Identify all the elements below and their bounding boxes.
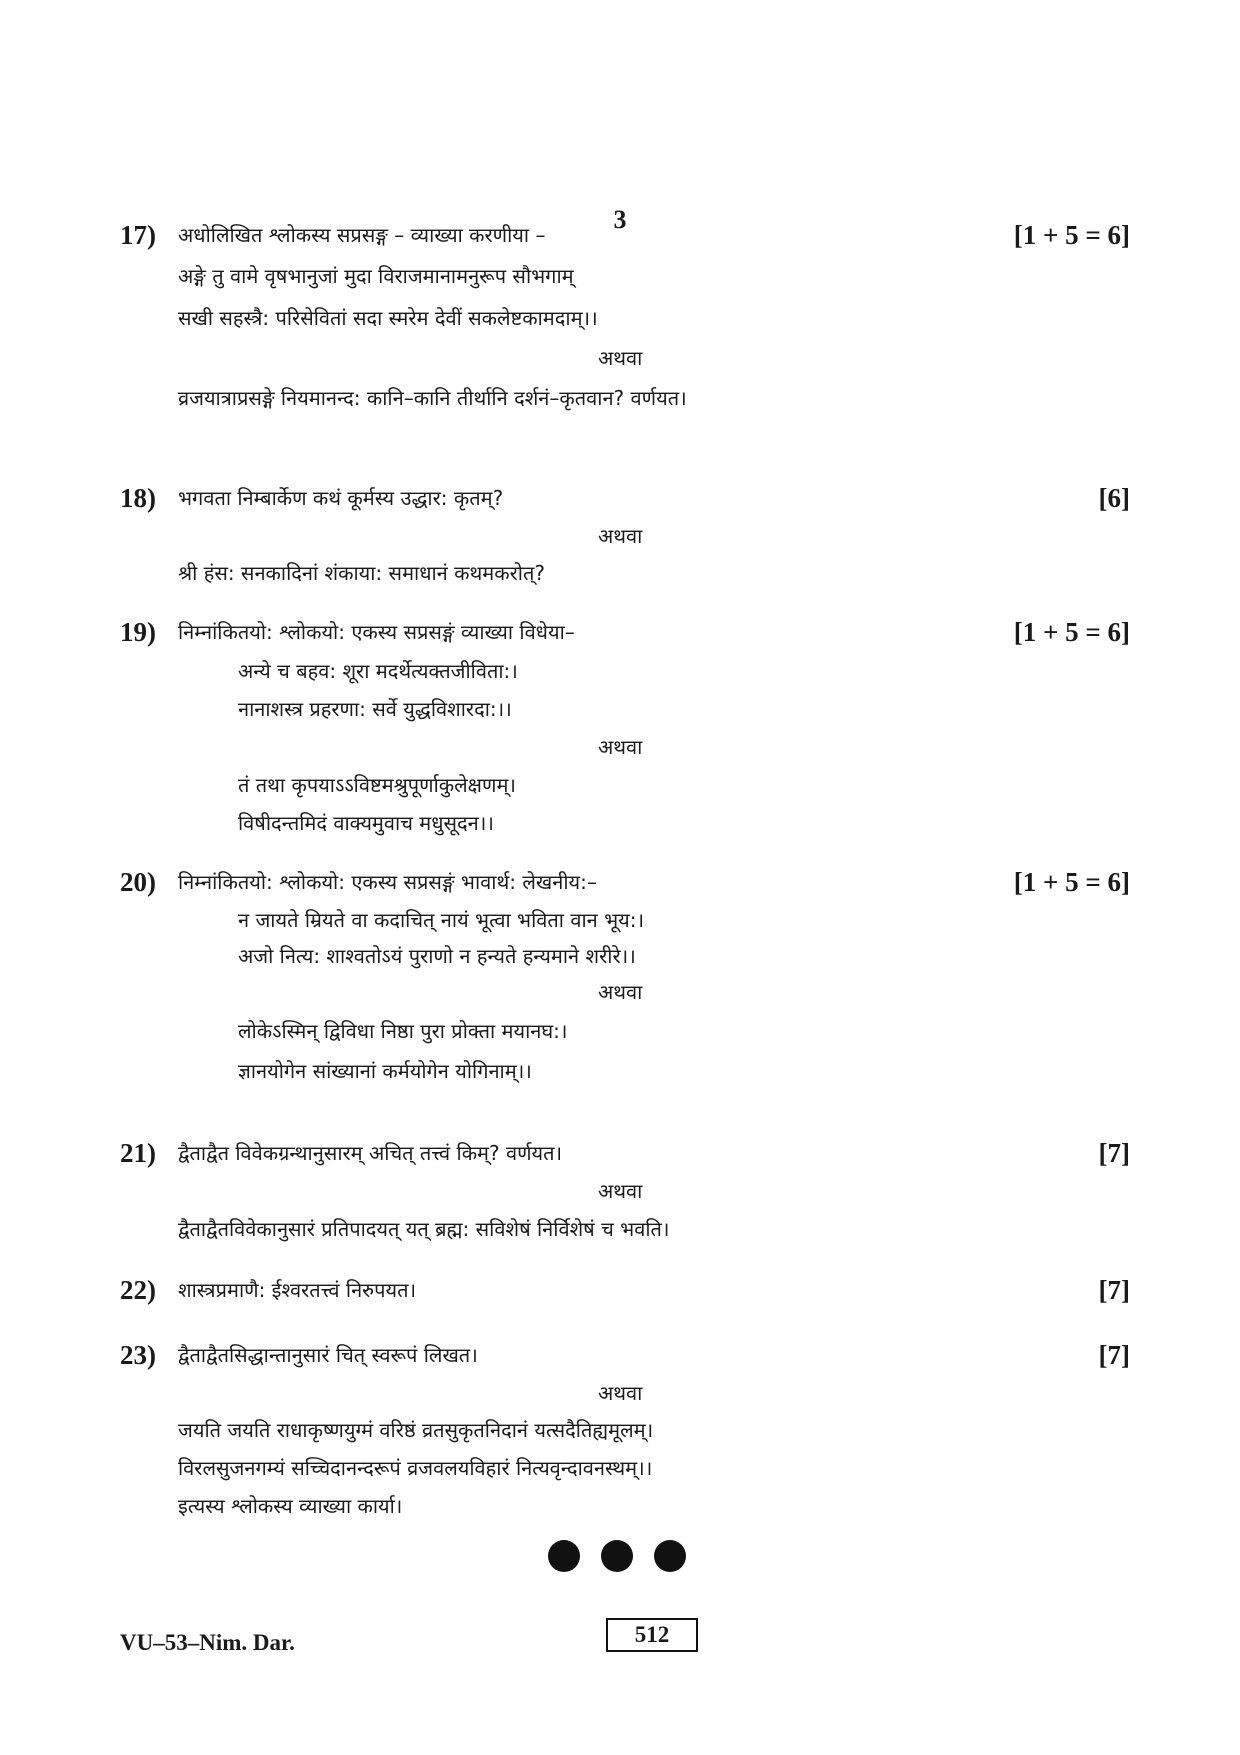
alternative-line: श्री हंस: सनकादिनां शंकाया: समाधानं कथमकरोत्?: [178, 561, 545, 585]
question-text: शास्त्रप्रमाणै: ईश्वरतत्त्वं निरुपयत।: [178, 1278, 417, 1302]
dot-icon: [601, 1540, 633, 1572]
verse-line: सखी सहस्त्रै: परिसेवितां सदा स्मरेम देवीं सकलेष्टकामदाम्।।: [178, 306, 598, 330]
question-number: 17): [120, 220, 156, 250]
dot-icon: [654, 1540, 686, 1572]
verse-line: नानाशस्त्र प्रहरणा: सर्वे युद्धविशारदा:।।: [238, 697, 512, 721]
alternative-line: लोकेऽस्मिन् द्विविधा निष्ठा पुरा प्रोक्ता मयानघ:।: [238, 1019, 568, 1043]
alternative-line: ज्ञानयोगेन सांख्यानां कर्मयोगेन योगिनाम्।।: [238, 1059, 532, 1083]
verse-line: अङ्गे तु वामे वृषभानुजां मुदा विराजमानामनुरूप सौभगाम्: [178, 264, 574, 288]
or-separator: अथवा: [598, 524, 643, 548]
question-marks: [7]: [1098, 1138, 1130, 1168]
alternative-line: इत्यस्य श्लोकस्य व्याख्या कार्या।: [178, 1494, 403, 1518]
question-text: अधोलिखित श्लोकस्य सप्रसङ्ग – व्याख्या करणीया –: [178, 223, 546, 247]
alternative-line: विषीदन्तमिदं वाक्यमुवाच मधुसूदन।।: [238, 811, 494, 835]
or-separator: अथवा: [598, 1381, 643, 1405]
alternative-line: जयति जयति राधाकृष्णयुग्मं वरिष्ठं व्रतसुकृतनिदानं यत्सदैतिह्यमूलम्।: [178, 1418, 654, 1442]
or-separator: अथवा: [598, 980, 643, 1004]
question-marks: [6]: [1098, 483, 1130, 513]
question-number: 21): [120, 1138, 156, 1168]
page-box-number: 512: [606, 1618, 698, 1652]
question-marks: [1 + 5 = 6]: [1013, 220, 1130, 250]
alternative-line: द्वैताद्वैतविवेकानुसारं प्रतिपादयत् यत् ब्रह्म: सविशेषं निर्विशेषं च भवति।: [178, 1217, 670, 1241]
verse-line: अन्ये च बहव: शूरा मदर्थेत्यक्तजीविता:।: [238, 659, 518, 683]
question-22: [120, 1270, 1130, 1310]
question-number: 20): [120, 867, 156, 897]
verse-line: अजो नित्य: शाश्वतोऽयं पुराणो न हन्यते हन्यमाने शरीरे।।: [238, 944, 636, 968]
question-text: द्वैताद्वैतसिद्धान्तानुसारं चित् स्वरूपं लिखत।: [178, 1343, 478, 1367]
question-23: [120, 1335, 1130, 1525]
question-number: 23): [120, 1340, 156, 1370]
question-number: 19): [120, 617, 156, 647]
question-marks: [7]: [1098, 1275, 1130, 1305]
verse-line: न जायते म्रियते वा कदाचित् नायं भूत्वा भविता वान भूय:।: [238, 908, 645, 932]
page-number: 3: [613, 205, 627, 234]
question-marks: [7]: [1098, 1340, 1130, 1370]
question-number: 18): [120, 483, 156, 513]
alternative-line: तं तथा कृपयाऽऽविष्टमश्रुपूर्णाकुलेक्षणम्।: [238, 773, 517, 797]
question-number: 22): [120, 1275, 156, 1305]
question-text: द्वैताद्वैत विवेकग्रन्थानुसारम् अचित् तत्त्वं किम्? वर्णयत।: [178, 1141, 563, 1165]
dot-icon: [548, 1540, 580, 1572]
alternative-line: विरलसुजनगम्यं सच्चिदानन्दरूपं व्रजवलयविहारं नित्यवृन्दावनस्थम्।।: [178, 1456, 653, 1480]
end-of-paper-dots: [548, 1540, 702, 1576]
question-17: [120, 215, 1130, 419]
question-text: निम्नांकितयो: श्लोकयो: एकस्य सप्रसङ्गं भावार्थ: लेखनीय:–: [178, 870, 597, 894]
question-text: निम्नांकितयो: श्लोकयो: एकस्य सप्रसङ्गं व्याख्या विधेया–: [178, 620, 575, 644]
alternative-line: व्रजयात्राप्रसङ्गे नियमानन्द: कानि–कानि तीर्थानि दर्शनं–कृतवान? वर्णयत।: [178, 386, 687, 410]
paper-code: VU–53–Nim. Dar.: [120, 1630, 295, 1655]
question-marks: [1 + 5 = 6]: [1013, 617, 1130, 647]
question-19: [120, 612, 1130, 842]
or-separator: अथवा: [598, 346, 643, 370]
or-separator: अथवा: [598, 1179, 643, 1203]
question-text: भगवता निम्बार्केण कथं कूर्मस्य उद्धार: कृतम्?: [178, 486, 504, 510]
or-separator: अथवा: [598, 735, 643, 759]
question-21: [120, 1133, 1130, 1249]
question-18: [120, 478, 1130, 592]
question-marks: [1 + 5 = 6]: [1013, 867, 1130, 897]
question-20: [120, 862, 1130, 1090]
